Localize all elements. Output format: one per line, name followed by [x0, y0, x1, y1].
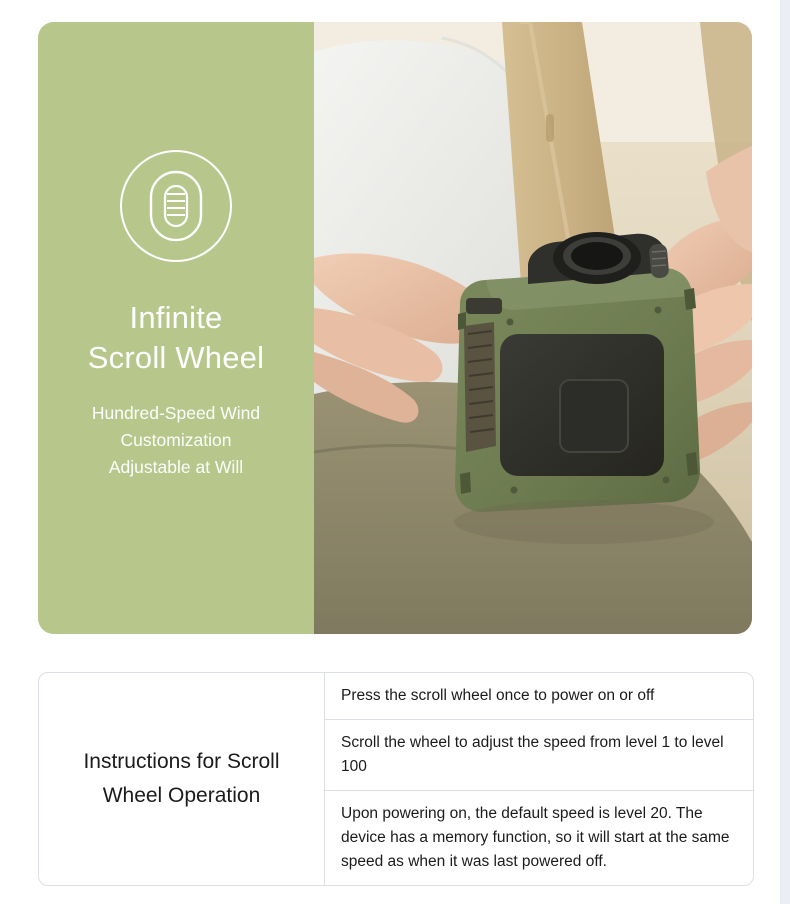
scroll-wheel-icon	[120, 150, 232, 262]
table-row: Scroll the wheel to adjust the speed from level 1 to level 100	[325, 720, 753, 791]
table-row: Press the scroll wheel once to power on or off	[325, 673, 753, 720]
hero-title	[88, 298, 264, 378]
hero-subtitle-line1: Hundred-Speed Wind	[91, 403, 261, 423]
instructions-heading-line1: Instructions for Scroll	[83, 750, 280, 773]
hero-subtitle	[92, 400, 260, 481]
page-edge-strip	[780, 0, 790, 904]
hero-subtitle-line2: Customization	[120, 430, 232, 450]
hero-title-line1: Infinite	[129, 300, 223, 335]
table-row: Upon powering on, the default speed is level 20. The device has a memory function, so it will start at the same speed as when it was last powered off.	[341, 805, 730, 870]
hero-product-photo	[314, 22, 752, 634]
hero-banner	[38, 22, 752, 634]
hero-title-line2: Scroll Wheel	[87, 340, 265, 375]
instructions-heading	[39, 673, 325, 885]
instructions-heading-line2: Wheel Operation	[102, 784, 261, 807]
instructions-table	[38, 672, 754, 886]
hero-subtitle-line3: Adjustable at Will	[108, 457, 244, 477]
hero-text-panel	[38, 22, 314, 634]
instructions-rows	[325, 673, 753, 885]
